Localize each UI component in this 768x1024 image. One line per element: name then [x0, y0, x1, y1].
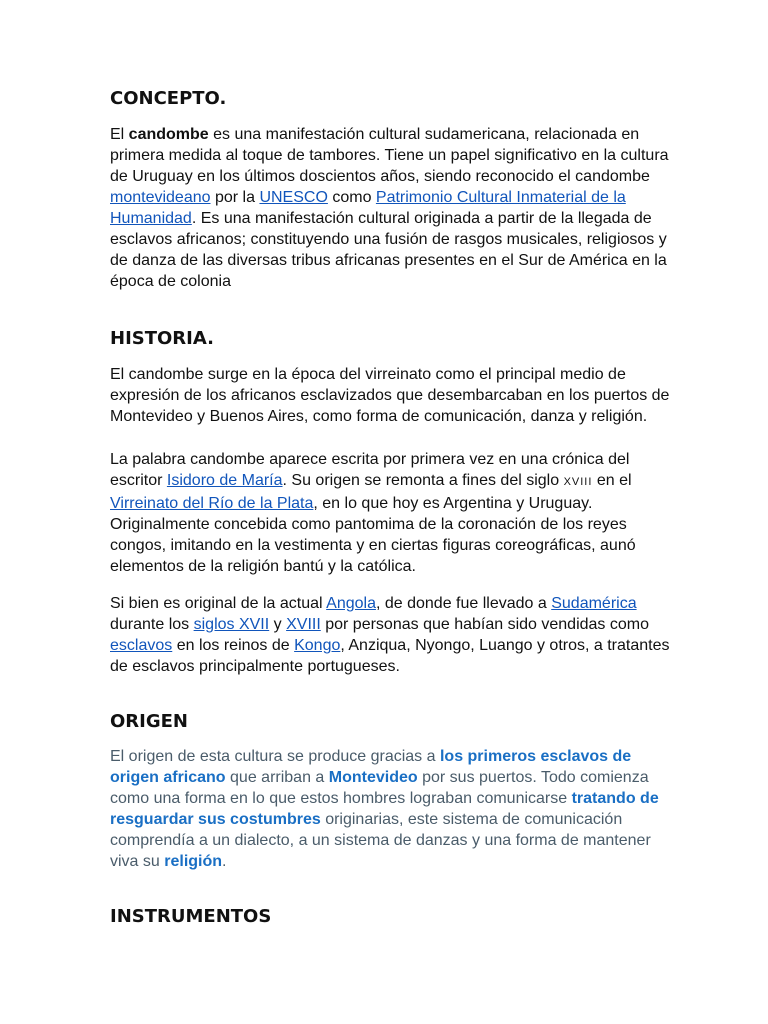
link-unesco[interactable]: UNESCO	[259, 189, 328, 206]
text-span: . Es una manifestación cultural originada a partir de la llegada de esclavos africanos; constituyendo una fusión de rasgos musicales, religiosos y de danza de las diversas tribus africanas presentes en el Sur de América en la época de colonia	[110, 210, 667, 290]
paragraph-historia-2	[110, 449, 670, 577]
text-span: por sus puertos. Todo comienza como una forma en lo que estos hombres lograban comunicarse	[110, 769, 649, 807]
text-span: originarias, este sistema de comunicación comprendía a un dialecto, a un sistema de danzas y una forma de mantener viva su	[110, 811, 651, 870]
paragraph-historia-3	[110, 593, 670, 677]
heading-instrumentos: INSTRUMENTOS	[110, 906, 272, 927]
paragraph-historia-1: El candombe surge en la época del virreinato como el principal medio de expresión de los africanos esclavizados que desembarcaban en los puertos de Montevideo y Buenos Aires, como forma de comunicación, danza y religión.	[110, 366, 670, 425]
heading-concepto: CONCEPTO.	[110, 88, 227, 109]
paragraph-concepto	[110, 124, 670, 292]
link-virreinato-rio-de-la-plata[interactable]: Virreinato del Río de la Plata	[110, 495, 314, 512]
text-span: , en lo que hoy es Argentina y Uruguay. Originalmente concebida como pantomima de la coronación de los reyes congos, imitando en la vestimenta y en ciertas figuras coreográficas, aunó elementos de la religión bantú y la católica.	[110, 495, 636, 575]
text-span: que arriban a	[225, 769, 329, 786]
highlight-montevideo[interactable]: Montevideo	[328, 769, 418, 786]
link-sudamerica[interactable]: Sudamérica	[551, 595, 637, 612]
link-siglos-xvii[interactable]: siglos XVII	[193, 616, 270, 633]
link-angola[interactable]: Angola	[326, 595, 376, 612]
link-xviii[interactable]: XVIII	[286, 616, 321, 633]
link-isidoro-de-maria[interactable]: Isidoro de María	[166, 472, 283, 489]
link-montevideano[interactable]: montevideano	[110, 189, 211, 206]
text-span: El	[110, 126, 129, 143]
text-span: .	[222, 853, 227, 870]
highlight-primeros-esclavos[interactable]: los primeros esclavos de origen africano	[110, 748, 632, 786]
text-span: durante los	[110, 616, 194, 633]
link-kongo[interactable]: Kongo	[294, 637, 341, 654]
text-span: como	[327, 189, 376, 206]
highlight-religion[interactable]: religión	[164, 853, 223, 870]
text-span: , de donde fue llevado a	[375, 595, 552, 612]
text-span: por personas que habían sido vendidas como	[320, 616, 649, 633]
heading-origen: ORIGEN	[110, 711, 188, 732]
paragraph-origen	[110, 746, 670, 872]
text-span: Si bien es original de la actual	[110, 595, 327, 612]
text-span: en los reinos de	[172, 637, 295, 654]
highlight-resguardar-costumbres[interactable]: tratando de resguardar sus costumbres	[110, 790, 659, 828]
text-span: en el	[592, 472, 632, 489]
text-span: La palabra candombe aparece escrita por primera vez en una crónica del escritor	[110, 451, 630, 489]
text-span: por la	[210, 189, 260, 206]
text-span: y	[269, 616, 287, 633]
link-patrimonio-cultural[interactable]: Patrimonio Cultural Inmaterial de la Humanidad	[110, 189, 626, 227]
century-numeral: XVIII	[563, 476, 593, 488]
bold-term-candombe: candombe	[128, 126, 209, 143]
text-span: es una manifestación cultural sudamericana, relacionada en primera medida al toque de tambores. Tiene un papel significativo en la cultura de Uruguay en los últimos doscientos años, siendo reconocido el candombe	[110, 126, 669, 185]
heading-historia: HISTORIA.	[110, 328, 214, 349]
text-span: , Anziqua, Nyongo, Luango y otros, a tratantes de esclavos principalmente portugueses.	[110, 637, 670, 675]
link-esclavos[interactable]: esclavos	[110, 637, 173, 654]
text-span: El origen de esta cultura se produce gracias a	[110, 748, 440, 765]
text-span: . Su origen se remonta a fines del siglo	[282, 472, 564, 489]
